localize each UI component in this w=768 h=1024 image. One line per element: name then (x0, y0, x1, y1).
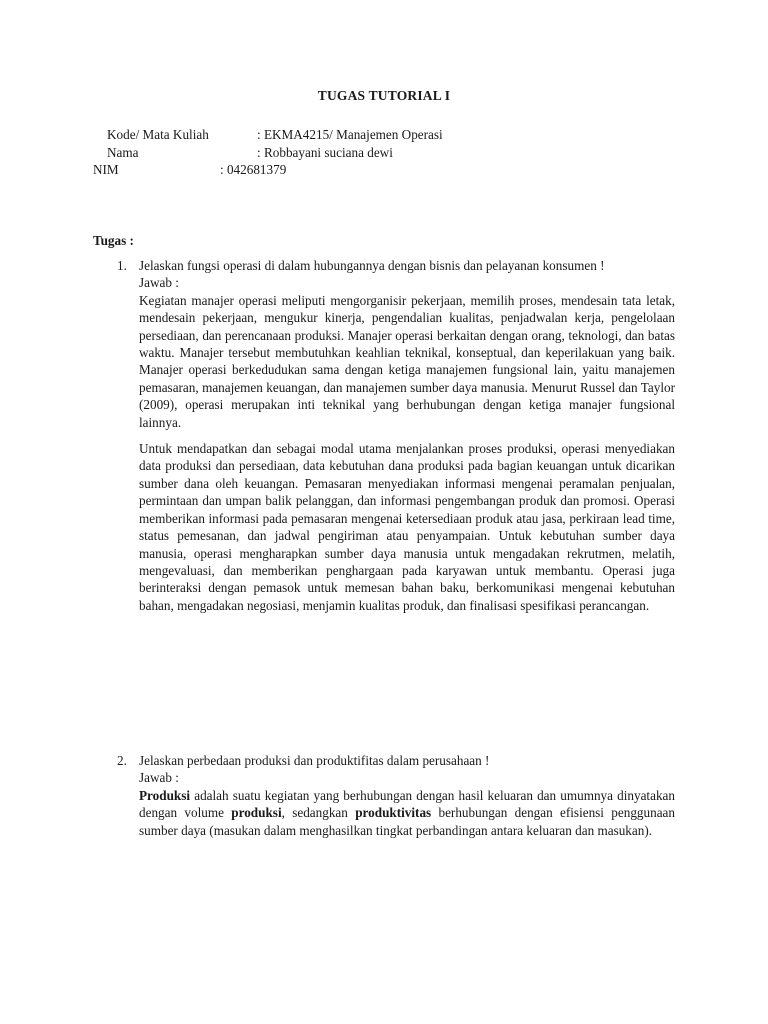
question-2 (117, 752, 677, 839)
answer-text: , sedangkan (281, 805, 356, 821)
answer-paragraph (139, 787, 675, 839)
tugas-heading: Tugas : (93, 233, 134, 248)
answer-text: berhubungan dengan efisiensi penggunaan sumber daya (masukan dalam menghasilkan tingkat perbandingan antara keluaran dan masukan). (139, 805, 675, 838)
answer-label: Jawab : (139, 770, 179, 786)
question-text: Jelaskan fungsi operasi di dalam hubungannya dengan bisnis dan pelayanan konsumen ! (139, 258, 605, 273)
info-value: : Robbayani suciana dewi (257, 145, 393, 160)
info-label: NIM (93, 162, 119, 177)
question-text: Jelaskan perbedaan produksi dan produktifitas dalam perusahaan ! (139, 753, 490, 768)
info-value: : 042681379 (220, 162, 287, 177)
answer-paragraph: Untuk mendapatkan dan sebagai modal utama menjalankan proses produksi, operasi menyediakan data produksi dan persediaan, data kebutuhan dana produksi pada bagian keuangan untuk dicarikan sumber dana oleh keuangan. Pemasaran menyediakan informasi mengenai peramalan penjualan, permintaan dan umpan balik pelanggan, dan informasi pengembangan produk dan promosi. Operasi memberikan informasi pada pemasaran mengenai ketersediaan produk atau jasa, perkiraan lead time, status pemesanan, dan jadwal pengiriman atau penyampaian. Untuk kebutuhan sumber daya manusia, operasi mengharapkan sumber daya manusia untuk mengadakan rekrutmen, melatih, mengevaluasi, dan memberikan penghargaan pada karyawan untuk membantu. Operasi juga berinteraksi dengan pemasok untuk memesan bahan baku, berkomunikasi mengenai kebutuhan bahan, mengadakan negosiasi, menjamin kualitas produk, dan finalisasi spesifikasi perancangan. (139, 441, 675, 613)
answer-label: Jawab : (139, 275, 179, 291)
answer-text: adalah suatu kegiatan yang berhubungan dengan hasil keluaran dan umumnya dinyatakan dengan volume (139, 787, 675, 821)
term-produksi: produksi (231, 805, 282, 821)
question-1 (117, 257, 677, 614)
info-label: Kode/ Mata Kuliah (107, 127, 209, 142)
question-number: 1. (117, 258, 127, 273)
question-number: 2. (117, 753, 127, 768)
info-label: Nama (107, 145, 139, 160)
term-produksi: Produksi (139, 787, 191, 803)
document-title: TUGAS TUTORIAL I (317, 88, 451, 103)
answer-paragraph: Kegiatan manajer operasi meliputi mengorganisir pekerjaan, memilih proses, mendesain tata letak, mendesain pekerjaan, mengukur kinerja, pengendalian kualitas, penjadwalan kerja, pengelolaan persediaan, dan perencanaan produksi. Manajer operasi berkaitan dengan orang, teknologi, dan batas waktu. Manajer tersebut membutuhkan keahlian teknikal, konseptual, dan keperilakuan yang baik. Manajer operasi berkedudukan sama dengan ketiga manajemen fungsional lain, yaitu manajemen pemasaran, manajemen keuangan, dan manajemen sumber daya manusia. Menurut Russel dan Taylor (2009), operasi merupakan inti teknikal yang berhubungan dengan ketiga manajer fungsional lainnya. (139, 292, 675, 430)
term-produktivitas: produktivitas (355, 805, 432, 821)
info-value: : EKMA4215/ Manajemen Operasi (257, 127, 443, 142)
